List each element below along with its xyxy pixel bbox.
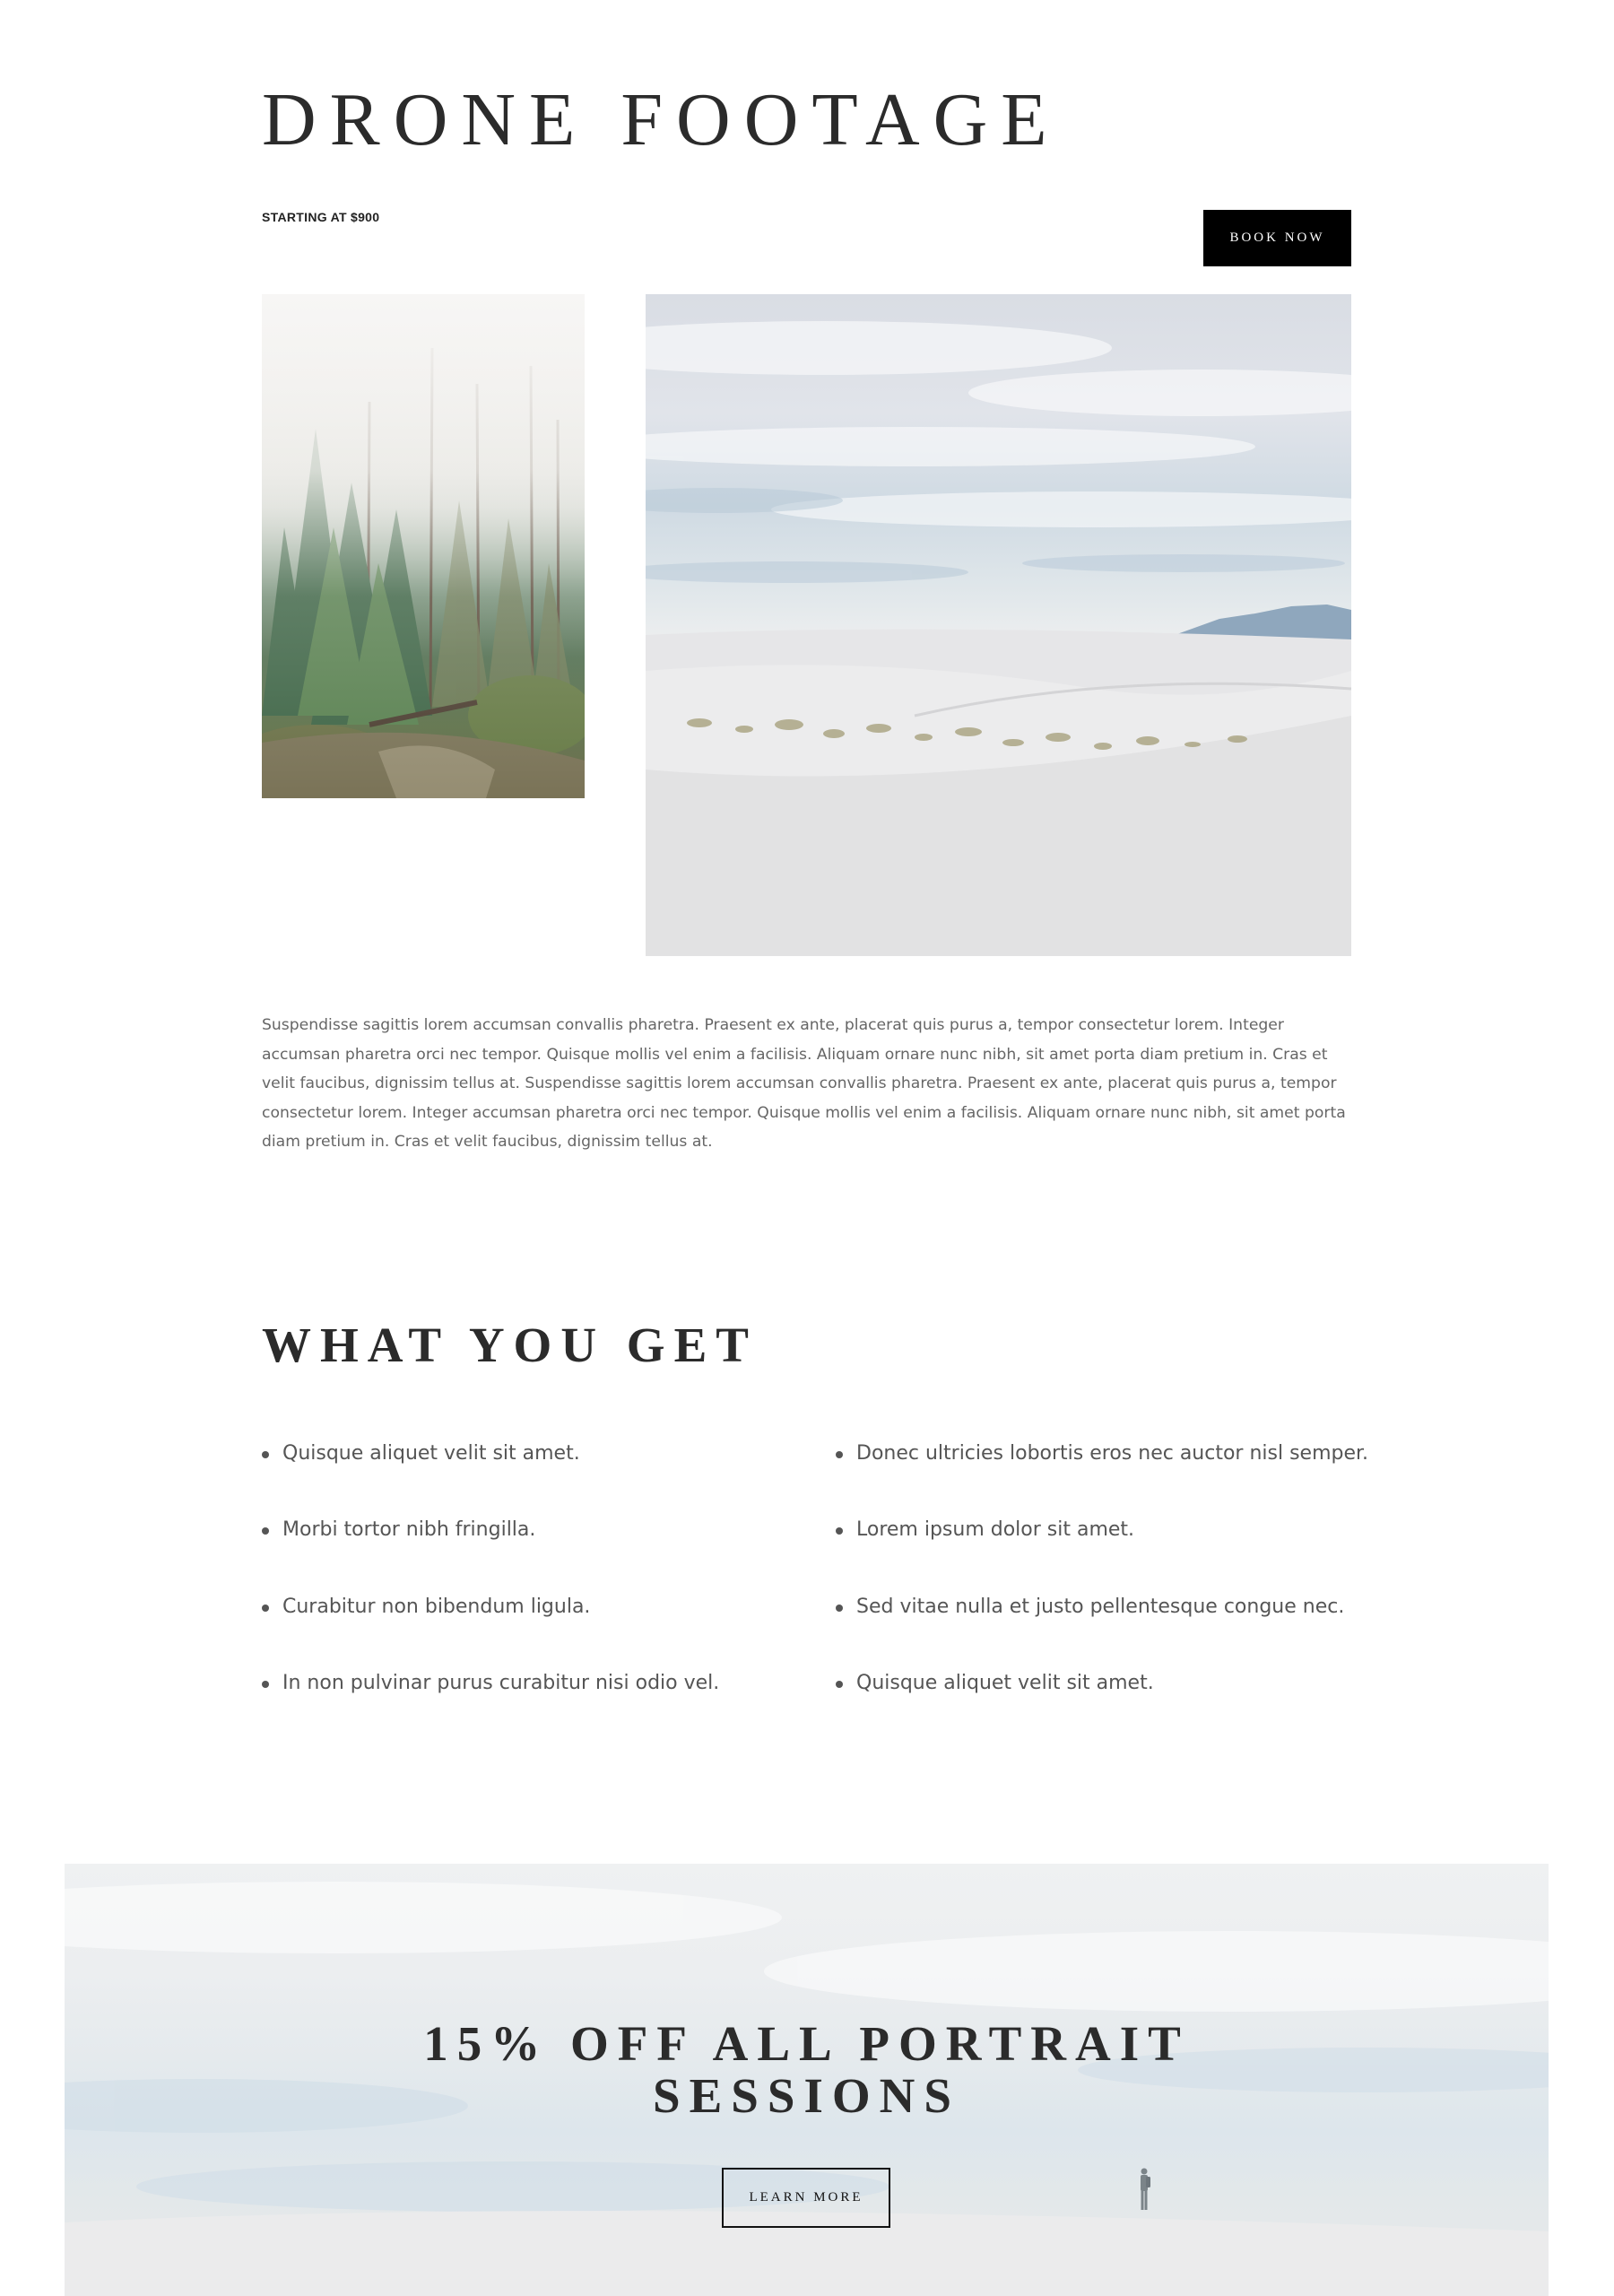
list-item: Donec ultricies lobortis eros nec auctor nisl semper. xyxy=(836,1438,1368,1514)
list-item: Morbi tortor nibh fringilla. xyxy=(262,1514,719,1590)
features-list-right xyxy=(836,1438,1368,1744)
section-title: WHAT YOU GET xyxy=(262,1318,758,1372)
list-item: Sed vitae nulla et justo pellentesque congue nec. xyxy=(836,1591,1368,1667)
list-item: Quisque aliquet velit sit amet. xyxy=(262,1438,719,1514)
book-now-button[interactable]: BOOK NOW xyxy=(1203,210,1351,266)
features-list-left xyxy=(262,1438,719,1744)
description-text: Suspendisse sagittis lorem accumsan convallis pharetra. Praesent ex ante, placerat quis purus a, tempor consectetur lorem. Integer accumsan pharetra orci nec tempor. Quisque mollis vel enim a facilisis. Aliquam ornare nunc nibh, sit amet porta diam pretium in. Cras et velit faucibus, dignissim tellus at. Suspendisse sagittis lorem accumsan convallis pharetra. Praesent ex ante, placerat quis purus a, tempor consectetur lorem. Integer accumsan pharetra orci nec tempor. Quisque mollis vel enim a facilisis. Aliquam ornare nunc nibh, sit amet porta diam pretium in. Cras et velit faucibus, dignissim tellus at. xyxy=(262,1016,1346,1151)
learn-more-button[interactable]: LEARN MORE xyxy=(722,2168,890,2228)
price-label: STARTING AT $900 xyxy=(262,210,380,224)
promo-banner xyxy=(65,1864,1549,2296)
list-item: Curabitur non bibendum ligula. xyxy=(262,1591,719,1667)
desert-image xyxy=(646,294,1351,956)
list-item: Lorem ipsum dolor sit amet. xyxy=(836,1514,1368,1590)
list-item: Quisque aliquet velit sit amet. xyxy=(836,1667,1368,1744)
list-item: In non pulvinar purus curabitur nisi odio vel. xyxy=(262,1667,719,1744)
page-title: DRONE FOOTAGE xyxy=(262,78,1061,161)
promo-title xyxy=(65,2018,1549,2122)
promo-title-line-1: 15% OFF ALL PORTRAIT xyxy=(423,2016,1190,2071)
hiker-figure xyxy=(1137,2167,1151,2212)
promo-title-line-2: SESSIONS xyxy=(653,2067,960,2123)
forest-image xyxy=(262,294,585,798)
